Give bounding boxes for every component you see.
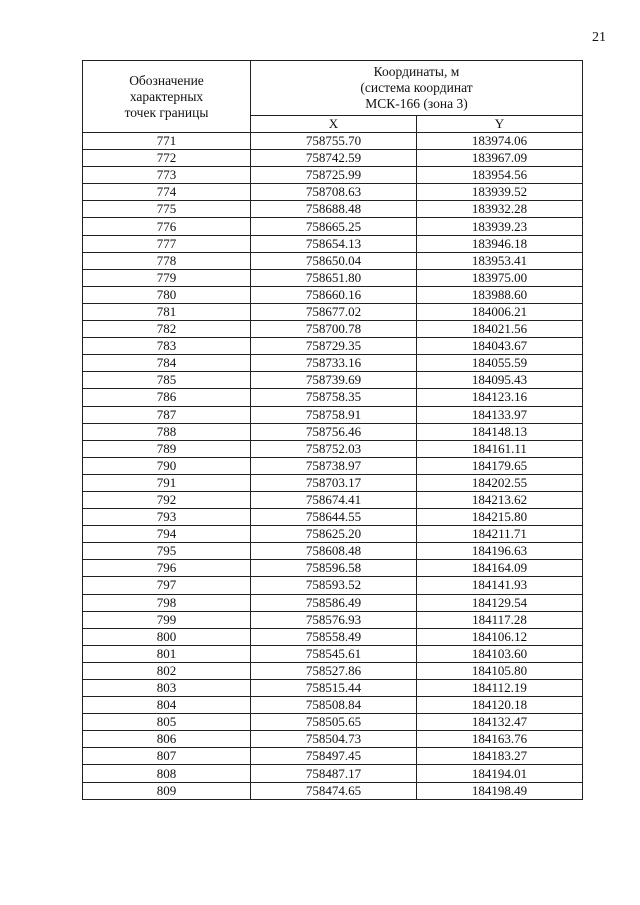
y-coordinate-cell: 183946.18 xyxy=(417,235,583,252)
y-coordinate-cell: 184112.19 xyxy=(417,680,583,697)
table-row xyxy=(83,628,583,645)
header-point-line-3: точек границы xyxy=(124,104,209,120)
table-row xyxy=(83,389,583,406)
y-coordinate-cell: 184211.71 xyxy=(417,526,583,543)
x-coordinate-cell: 758545.61 xyxy=(251,645,417,662)
y-coordinate-cell: 183932.28 xyxy=(417,201,583,218)
y-coordinate-cell: 184196.63 xyxy=(417,543,583,560)
x-coordinate-cell: 758688.48 xyxy=(251,201,417,218)
x-coordinate-cell: 758729.35 xyxy=(251,338,417,355)
header-y: Y xyxy=(417,116,583,133)
x-coordinate-cell: 758596.58 xyxy=(251,560,417,577)
y-coordinate-cell: 184161.11 xyxy=(417,440,583,457)
y-coordinate-cell: 184194.01 xyxy=(417,765,583,782)
header-coordinates xyxy=(251,61,583,116)
y-coordinate-cell: 184103.60 xyxy=(417,645,583,662)
y-coordinate-cell: 184132.47 xyxy=(417,714,583,731)
y-coordinate-cell: 184120.18 xyxy=(417,697,583,714)
table-row xyxy=(83,321,583,338)
table-row xyxy=(83,303,583,320)
y-coordinate-cell: 184179.65 xyxy=(417,457,583,474)
point-id-cell: 773 xyxy=(83,167,251,184)
point-id-cell: 776 xyxy=(83,218,251,235)
table-row xyxy=(83,594,583,611)
table-row xyxy=(83,731,583,748)
x-coordinate-cell: 758508.84 xyxy=(251,697,417,714)
table-row xyxy=(83,338,583,355)
point-id-cell: 793 xyxy=(83,509,251,526)
y-coordinate-cell: 184105.80 xyxy=(417,662,583,679)
x-coordinate-cell: 758758.91 xyxy=(251,406,417,423)
table-row xyxy=(83,680,583,697)
table-row xyxy=(83,509,583,526)
point-id-cell: 804 xyxy=(83,697,251,714)
y-coordinate-cell: 183953.41 xyxy=(417,252,583,269)
x-coordinate-cell: 758497.45 xyxy=(251,748,417,765)
y-coordinate-cell: 183939.52 xyxy=(417,184,583,201)
table-row xyxy=(83,577,583,594)
table-row xyxy=(83,491,583,508)
point-id-cell: 803 xyxy=(83,680,251,697)
table-row xyxy=(83,440,583,457)
x-coordinate-cell: 758474.65 xyxy=(251,782,417,799)
x-coordinate-cell: 758665.25 xyxy=(251,218,417,235)
table-row xyxy=(83,269,583,286)
point-id-cell: 794 xyxy=(83,526,251,543)
x-coordinate-cell: 758708.63 xyxy=(251,184,417,201)
x-coordinate-cell: 758755.70 xyxy=(251,133,417,150)
header-x: X xyxy=(251,116,417,133)
x-coordinate-cell: 758608.48 xyxy=(251,543,417,560)
header-coords-line-3: МСК-166 (зона 3) xyxy=(365,96,468,111)
table-row xyxy=(83,286,583,303)
header-point-line-1: Обозначение xyxy=(129,72,204,88)
y-coordinate-cell: 183975.00 xyxy=(417,269,583,286)
x-coordinate-cell: 758725.99 xyxy=(251,167,417,184)
table-row xyxy=(83,167,583,184)
point-id-cell: 792 xyxy=(83,491,251,508)
point-id-cell: 775 xyxy=(83,201,251,218)
y-coordinate-cell: 183967.09 xyxy=(417,150,583,167)
point-id-cell: 800 xyxy=(83,628,251,645)
x-coordinate-cell: 758756.46 xyxy=(251,423,417,440)
table-row xyxy=(83,697,583,714)
point-id-cell: 796 xyxy=(83,560,251,577)
table-row xyxy=(83,662,583,679)
table-row xyxy=(83,543,583,560)
x-coordinate-cell: 758625.20 xyxy=(251,526,417,543)
table-row xyxy=(83,474,583,491)
point-id-cell: 789 xyxy=(83,440,251,457)
y-coordinate-cell: 183988.60 xyxy=(417,286,583,303)
x-coordinate-cell: 758733.16 xyxy=(251,355,417,372)
point-id-cell: 777 xyxy=(83,235,251,252)
point-id-cell: 780 xyxy=(83,286,251,303)
point-id-cell: 785 xyxy=(83,372,251,389)
x-coordinate-cell: 758515.44 xyxy=(251,680,417,697)
x-coordinate-cell: 758527.86 xyxy=(251,662,417,679)
point-id-cell: 808 xyxy=(83,765,251,782)
coordinates-table xyxy=(82,60,583,800)
x-coordinate-cell: 758674.41 xyxy=(251,491,417,508)
x-coordinate-cell: 758505.65 xyxy=(251,714,417,731)
point-id-cell: 783 xyxy=(83,338,251,355)
y-coordinate-cell: 184213.62 xyxy=(417,491,583,508)
page-number: 21 xyxy=(592,30,606,45)
point-id-cell: 772 xyxy=(83,150,251,167)
y-coordinate-cell: 183954.56 xyxy=(417,167,583,184)
y-coordinate-cell: 184164.09 xyxy=(417,560,583,577)
point-id-cell: 798 xyxy=(83,594,251,611)
table-row xyxy=(83,526,583,543)
table-row xyxy=(83,765,583,782)
x-coordinate-cell: 758660.16 xyxy=(251,286,417,303)
y-coordinate-cell: 184133.97 xyxy=(417,406,583,423)
table-row xyxy=(83,235,583,252)
y-coordinate-cell: 184006.21 xyxy=(417,303,583,320)
x-coordinate-cell: 758677.02 xyxy=(251,303,417,320)
table-body xyxy=(83,133,583,800)
x-coordinate-cell: 758758.35 xyxy=(251,389,417,406)
x-coordinate-cell: 758644.55 xyxy=(251,509,417,526)
table-row xyxy=(83,748,583,765)
y-coordinate-cell: 184106.12 xyxy=(417,628,583,645)
y-coordinate-cell: 184055.59 xyxy=(417,355,583,372)
x-coordinate-cell: 758558.49 xyxy=(251,628,417,645)
header-point-designation xyxy=(83,61,251,133)
point-id-cell: 802 xyxy=(83,662,251,679)
x-coordinate-cell: 758742.59 xyxy=(251,150,417,167)
y-coordinate-cell: 184163.76 xyxy=(417,731,583,748)
x-coordinate-cell: 758752.03 xyxy=(251,440,417,457)
table-row xyxy=(83,218,583,235)
x-coordinate-cell: 758700.78 xyxy=(251,321,417,338)
header-point-line-2: характерных xyxy=(129,88,204,104)
y-coordinate-cell: 184141.93 xyxy=(417,577,583,594)
table-row xyxy=(83,201,583,218)
point-id-cell: 787 xyxy=(83,406,251,423)
table-row xyxy=(83,560,583,577)
point-id-cell: 781 xyxy=(83,303,251,320)
table-row xyxy=(83,611,583,628)
header-coords-line-1: Координаты, м xyxy=(373,64,460,79)
x-coordinate-cell: 758487.17 xyxy=(251,765,417,782)
table-row xyxy=(83,457,583,474)
point-id-cell: 788 xyxy=(83,423,251,440)
table-row xyxy=(83,133,583,150)
y-coordinate-cell: 184148.13 xyxy=(417,423,583,440)
point-id-cell: 791 xyxy=(83,474,251,491)
x-coordinate-cell: 758739.69 xyxy=(251,372,417,389)
x-coordinate-cell: 758586.49 xyxy=(251,594,417,611)
point-id-cell: 786 xyxy=(83,389,251,406)
table-row xyxy=(83,645,583,662)
point-id-cell: 801 xyxy=(83,645,251,662)
point-id-cell: 806 xyxy=(83,731,251,748)
table-row xyxy=(83,782,583,799)
point-id-cell: 782 xyxy=(83,321,251,338)
y-coordinate-cell: 184021.56 xyxy=(417,321,583,338)
y-coordinate-cell: 184123.16 xyxy=(417,389,583,406)
point-id-cell: 797 xyxy=(83,577,251,594)
y-coordinate-cell: 184202.55 xyxy=(417,474,583,491)
y-coordinate-cell: 184129.54 xyxy=(417,594,583,611)
point-id-cell: 799 xyxy=(83,611,251,628)
x-coordinate-cell: 758593.52 xyxy=(251,577,417,594)
table-row xyxy=(83,355,583,372)
x-coordinate-cell: 758504.73 xyxy=(251,731,417,748)
point-id-cell: 790 xyxy=(83,457,251,474)
x-coordinate-cell: 758651.80 xyxy=(251,269,417,286)
x-coordinate-cell: 758703.17 xyxy=(251,474,417,491)
header-coords-line-2: (система координат xyxy=(360,80,473,95)
y-coordinate-cell: 184117.28 xyxy=(417,611,583,628)
table-row xyxy=(83,150,583,167)
point-id-cell: 809 xyxy=(83,782,251,799)
point-id-cell: 774 xyxy=(83,184,251,201)
table-row xyxy=(83,423,583,440)
y-coordinate-cell: 183974.06 xyxy=(417,133,583,150)
y-coordinate-cell: 183939.23 xyxy=(417,218,583,235)
y-coordinate-cell: 184215.80 xyxy=(417,509,583,526)
y-coordinate-cell: 184198.49 xyxy=(417,782,583,799)
x-coordinate-cell: 758738.97 xyxy=(251,457,417,474)
y-coordinate-cell: 184095.43 xyxy=(417,372,583,389)
y-coordinate-cell: 184043.67 xyxy=(417,338,583,355)
point-id-cell: 795 xyxy=(83,543,251,560)
point-id-cell: 779 xyxy=(83,269,251,286)
table-row xyxy=(83,372,583,389)
point-id-cell: 807 xyxy=(83,748,251,765)
x-coordinate-cell: 758654.13 xyxy=(251,235,417,252)
y-coordinate-cell: 184183.27 xyxy=(417,748,583,765)
x-coordinate-cell: 758650.04 xyxy=(251,252,417,269)
x-coordinate-cell: 758576.93 xyxy=(251,611,417,628)
point-id-cell: 778 xyxy=(83,252,251,269)
point-id-cell: 784 xyxy=(83,355,251,372)
point-id-cell: 771 xyxy=(83,133,251,150)
point-id-cell: 805 xyxy=(83,714,251,731)
table-row xyxy=(83,184,583,201)
table-row xyxy=(83,714,583,731)
table-row xyxy=(83,252,583,269)
table-row xyxy=(83,406,583,423)
